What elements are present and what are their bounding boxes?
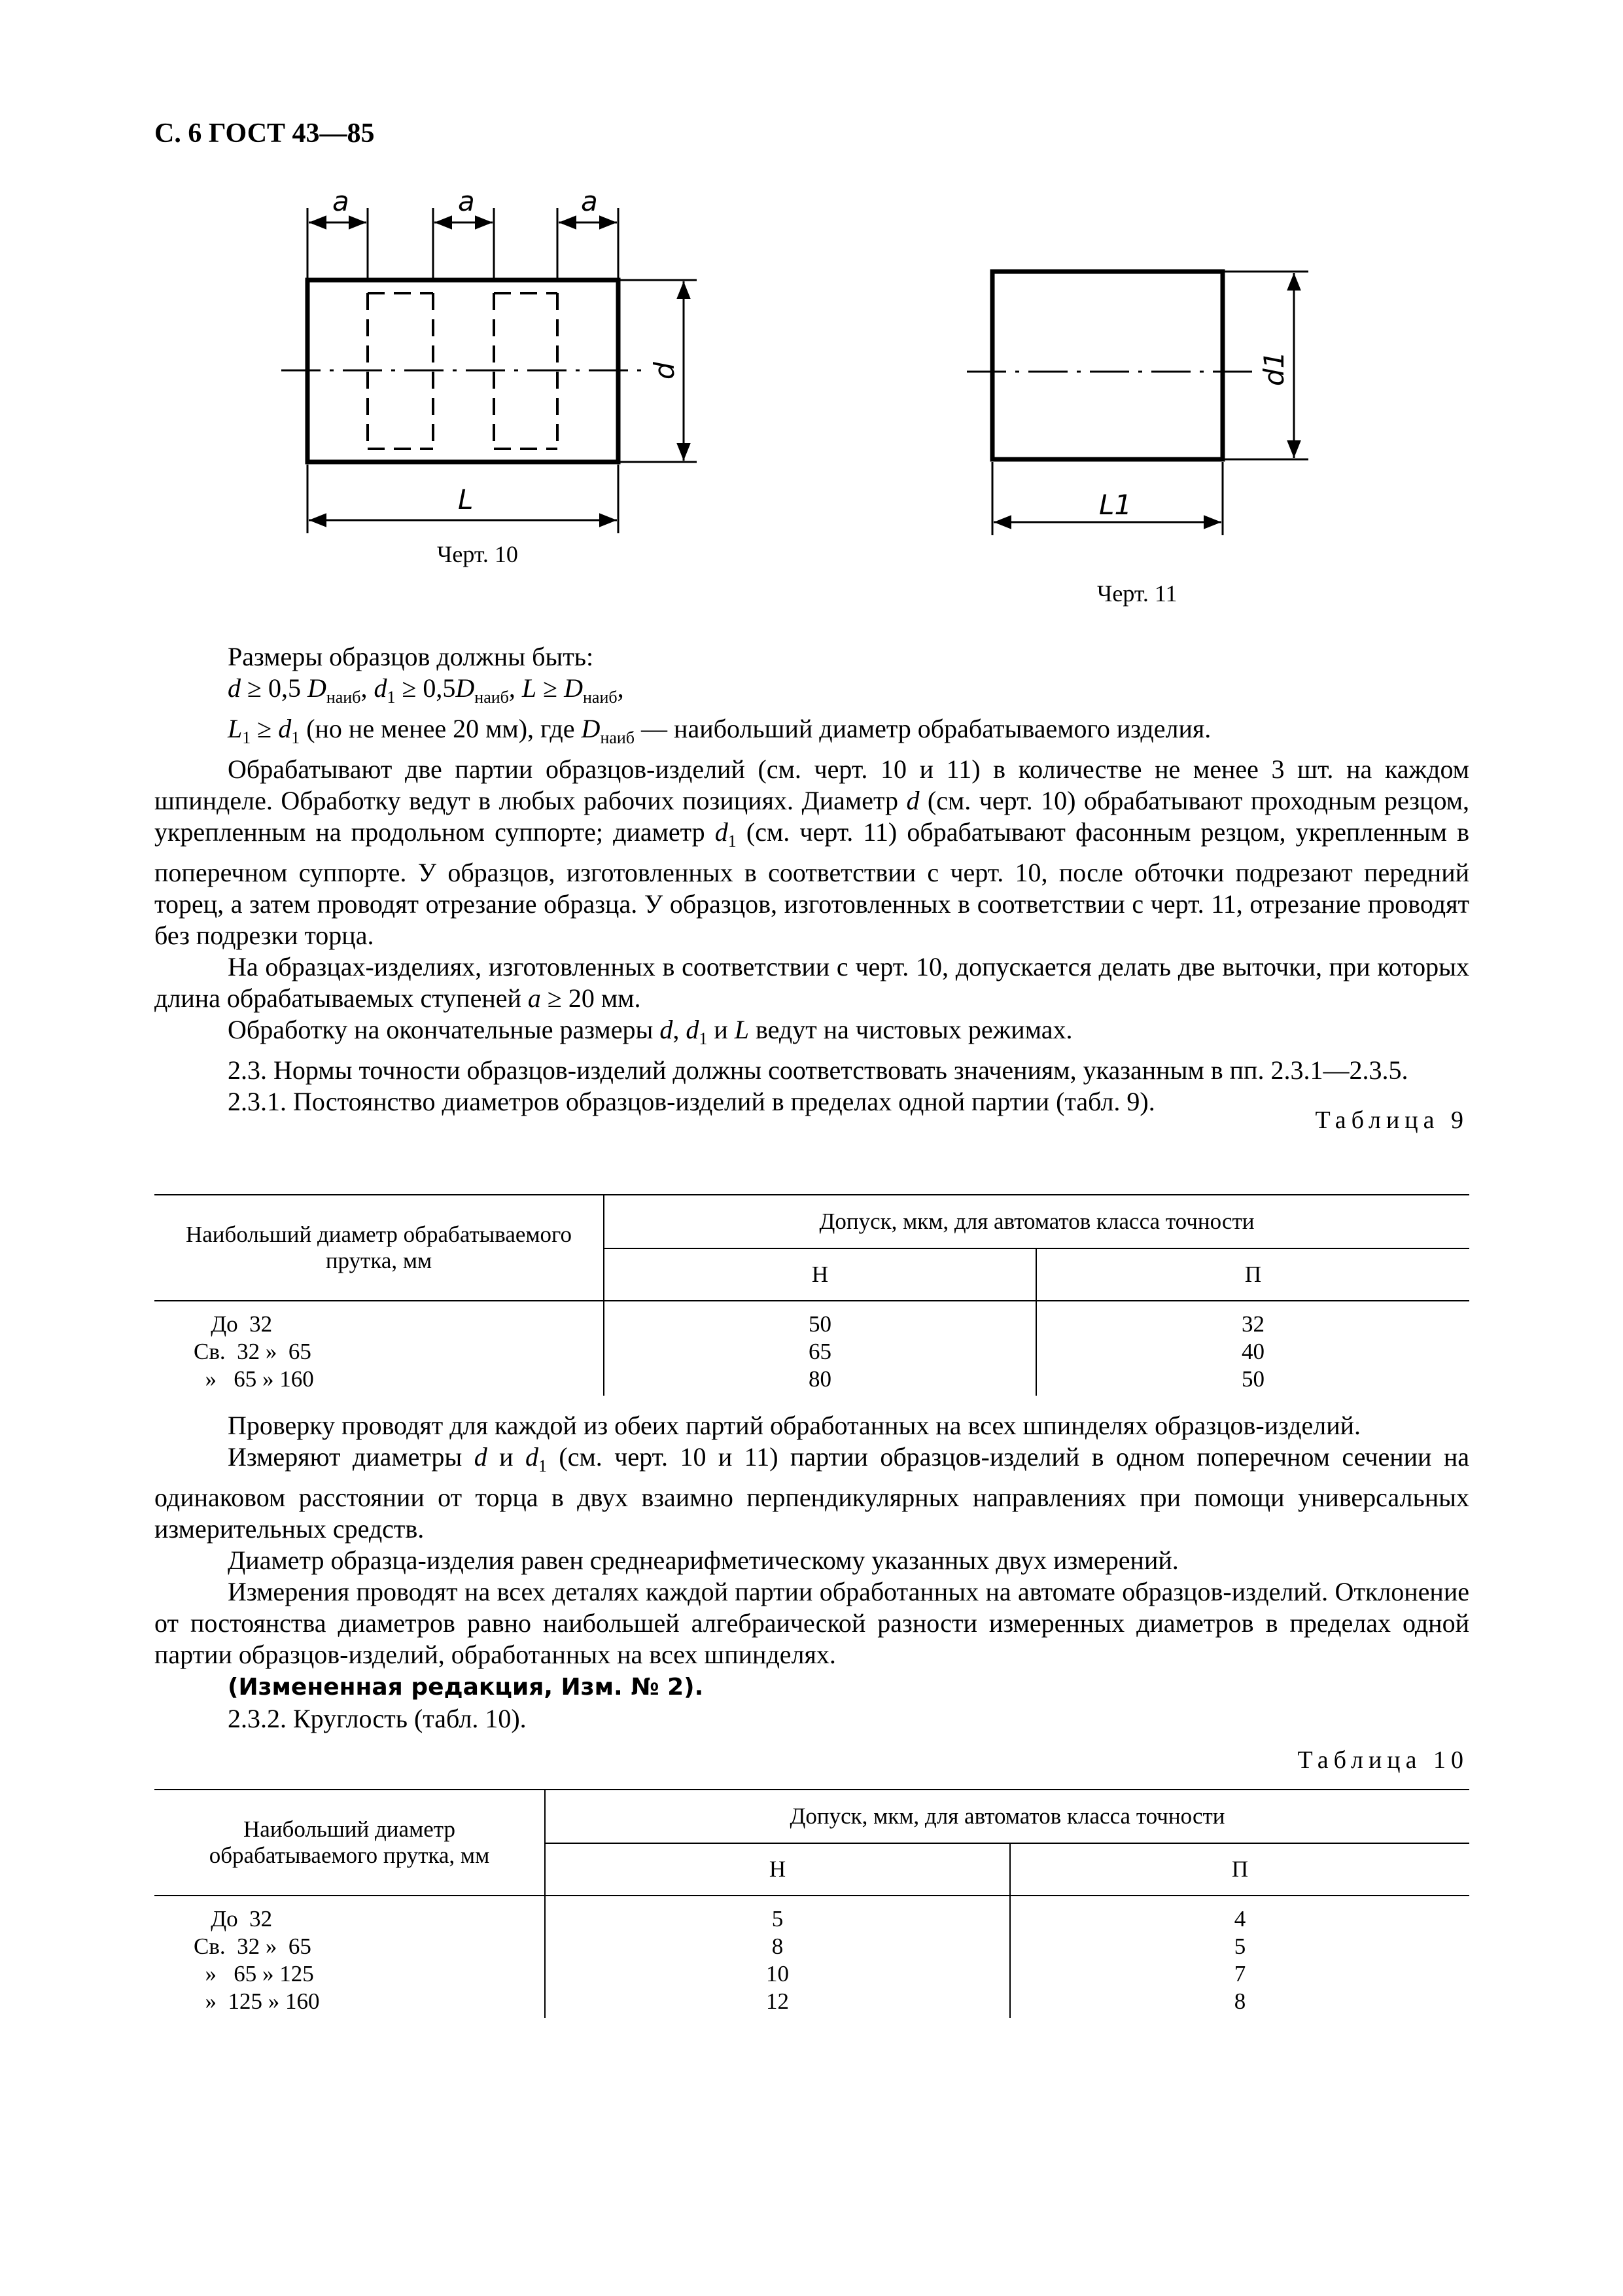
paragraph: На образцах-изделиях, изготовленных в соответствии с черт. 10, допускается делать две выточки, при которых длина обрабатываемых ступеней a ≥ 20 мм.	[154, 952, 1469, 1013]
body-text-block-1	[154, 641, 1469, 1118]
table-10-header-diameter: Наибольший диаметр обрабатываемого прутка, мм	[154, 1790, 545, 1896]
paragraph: Измеряют диаметры d и $d_1$ (см. черт. 10 и 11) партии образцов-изделий в одном поперечном сечении на одинаковом расстоянии от торца в двух взаимно перпендикулярных направлениях при помощи универсальных измерительных средств.	[154, 1442, 1470, 1544]
paragraph: Проверку проводят для каждой из обеих партий обработанных на всех шпинделях образцов-изделий.	[228, 1411, 1361, 1440]
table-9-caption: Таблица 9	[1315, 1106, 1469, 1134]
dim-d-label: d	[648, 362, 680, 380]
formula-line: d ≥ 0,5 $D_{наиб}$, $d_1 \ge 0,5D_{наиб}$, $L \ge D_{наиб}$,	[228, 673, 624, 707]
amendment-note: (Измененная редакция, Изм. № 2).	[228, 1674, 704, 1701]
table-row: Св. 32 » 65 65 40	[154, 1338, 1469, 1366]
dim-a-label: a	[581, 185, 598, 217]
table-row: » 125 » 160 12 8	[154, 1988, 1469, 2018]
drawing-fig10	[281, 185, 697, 533]
dim-L-label: L	[458, 484, 474, 516]
table-9-header-tolerance: Допуск, мкм, для автоматов класса точности	[604, 1195, 1469, 1248]
paragraph: 2.3.2. Круглость (табл. 10).	[228, 1704, 527, 1733]
table-row: Св. 32 » 65 8 5	[154, 1933, 1469, 1960]
paragraph: Измерения проводят на всех деталях каждой партии обработанных на автомате образцов-изделий. Отклонение от постоянства диаметров равно наибольшей алгебраической разности измеренных диаметров в пределах одной партии образцов-изделий, обработанных на всех шпинделях.	[154, 1577, 1469, 1669]
table-9-header-class-p: П	[1036, 1248, 1469, 1301]
table-10	[154, 1789, 1469, 2018]
table-row: До 32 50 32	[154, 1301, 1469, 1338]
figures-area	[0, 0, 1623, 628]
table-10-header-class-h: Н	[545, 1843, 1010, 1896]
table-10-header-tolerance: Допуск, мкм, для автоматов класса точности	[545, 1790, 1469, 1843]
paragraph: Обрабатывают две партии образцов-изделий (см. черт. 10 и 11) в количестве не менее 3 шт. на каждом шпинделе. Обработку ведут в любых рабочих позициях. Диаметр d (см. черт. 10) обрабатывают проходным резцом, укрепленным на продольном суппорте; диаметр $d_1$ (см. черт. 11) обрабатывают фасонным резцом, укрепленным в поперечном суппорте. У образцов, изготовленных в соответствии с черт. 10, после обточки подрезают передний торец, а затем проводят отрезание образца. У образцов, изготовленных в соответствии с черт. 11, отрезание проводят без подрезки торца.	[154, 754, 1470, 950]
formula-line: $L_1 \ge d_1$ (но не менее 20 мм), где $D_{наиб}$ — наибольший диаметр обрабатываемого изделия.	[228, 714, 1212, 747]
dim-L1-label: L1	[1099, 489, 1132, 521]
figure-caption-11: Черт. 11	[1097, 580, 1178, 607]
table-9-header-diameter: Наибольший диаметр обрабатываемого прутка, мм	[154, 1195, 604, 1301]
page-header: С. 6 ГОСТ 43—85	[154, 118, 375, 149]
dim-d1-label: d1	[1258, 351, 1290, 386]
table-10-caption: Таблица 10	[1297, 1746, 1469, 1774]
figure-caption-10: Черт. 10	[437, 541, 518, 567]
dim-a-label: a	[332, 185, 349, 217]
table-row: До 32 5 4	[154, 1896, 1469, 1933]
body-text-block-2	[154, 1410, 1469, 1735]
paragraph: Обработку на окончательные размеры d, $d_1$ и L ведут на чистовых режимах.	[228, 1015, 1073, 1048]
paragraph: Диаметр образца-изделия равен среднеарифметическому указанных двух измерений.	[228, 1545, 1179, 1575]
table-9-header-class-h: Н	[604, 1248, 1036, 1301]
paragraph: 2.3.1. Постоянство диаметров образцов-изделий в пределах одной партии (табл. 9).	[228, 1087, 1155, 1116]
table-row: » 65 » 160 80 50	[154, 1366, 1469, 1396]
drawing-fig11	[967, 272, 1308, 535]
paragraph: Размеры образцов должны быть:	[228, 642, 594, 671]
table-10-header-class-p: П	[1010, 1843, 1469, 1896]
table-9	[154, 1194, 1469, 1396]
dim-a-label: a	[458, 185, 475, 217]
paragraph: 2.3. Нормы точности образцов-изделий должны соответствовать значениям, указанным в пп. 2.3.1—2.3.5.	[228, 1055, 1408, 1085]
table-row: » 65 » 125 10 7	[154, 1960, 1469, 1988]
